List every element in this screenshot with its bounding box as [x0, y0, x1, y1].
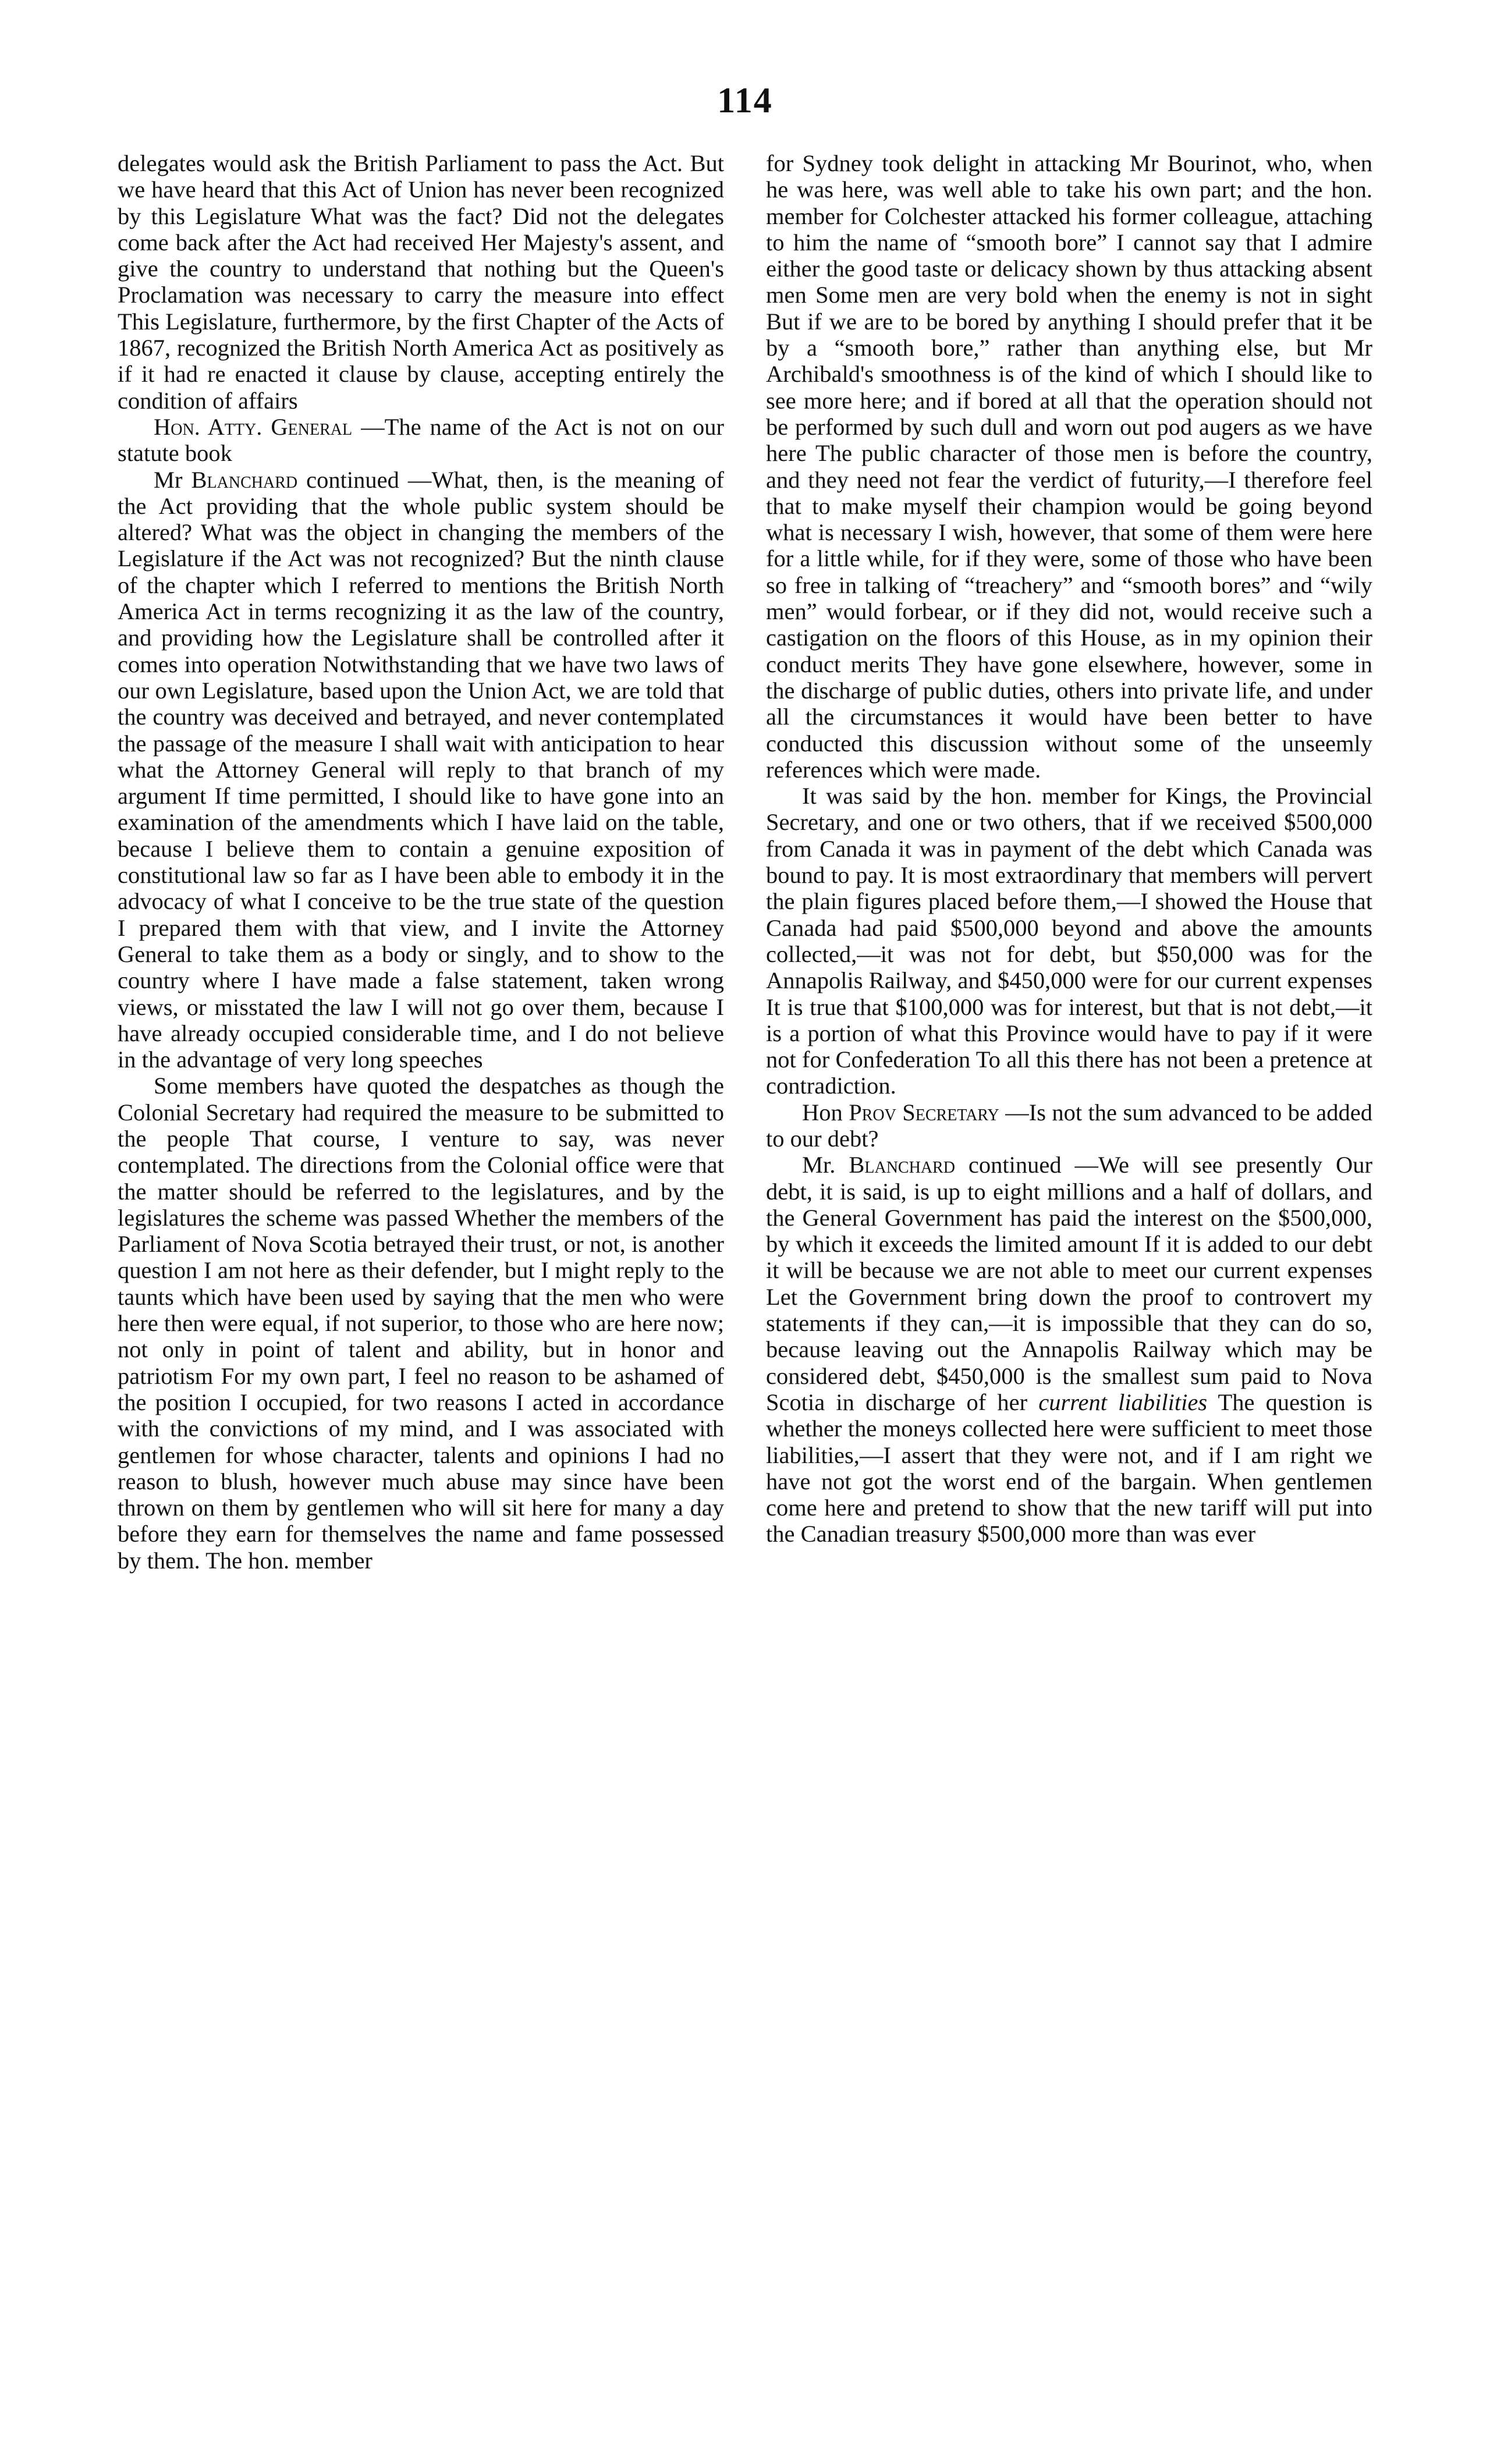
speaker-title: Hon	[802, 1099, 849, 1126]
speaker-title: Mr	[154, 466, 191, 493]
paragraph: for Sydney took delight in attacking Mr Bourinot, who, when he was here, was well able to take his own part; and the hon. member for Colchester attacked his former colleague, attaching to him the name of “smooth bore” I cannot say that I admire either the good taste or delicacy shown by thus attacking absent men Some men are very bold when the enemy is not in sight But if we are to be bored by anything I should prefer that it be by a “smooth bore,” rather than anything else, but Mr Archibald's smoothness is of the kind of which I should like to see more here; and if bored at all that the operation should not be performed by such dull and worn out pod augers as we have here The public character of those men is before the country, and they need not fear the verdict of futurity,—I therefore feel that to make myself their champion would be going beyond what is necessary I wish, however, that some of them were here for a little while, for if they were, some of those who have been so free in talking of “treachery” and “smooth bores” and “wily men” would forbear, or if they did not, would receive such a castigation on the floors of this House, as in my opinion their conduct merits They have gone elsewhere, however, some in the discharge of public duties, others into private life, and under all the circumstances it would have been better to have conducted this discussion without some of the unseemly references which were made.	[766, 150, 1372, 783]
speech-text: continued —What, then, is the meaning of the Act providing that the whole public system should be altered? What was the object in changing the members of the Legislature if the Act was not recognized? But the ninth clause of the chapter which I referred to mentions the British North America Act in terms recognizing it as the law of the country, and providing how the Legislature shall be controlled after it comes into operation Notwithstanding that we have two laws of our own Legislature, based upon the Union Act, we are told that the country was deceived and betrayed, and never contemplated the passage of the measure I shall wait with anticipation to hear what the Attorney General will reply to that branch of my argument If time permitted, I should like to have gone into an examination of the amendments which I have laid on the table, because I believe them to contain a genuine exposition of constitutional law so far as I have been able to embody it in the advocacy of what I conceive to be the true state of the question I prepared them with that view, and I invite the Attorney General to take them as a body or singly, and to show to the country where I have made a false statement, taken wrong views, or misstated the law I will not go over them, because I have already occupied considerable time, and I do not believe in the advantage of very long speeches	[118, 466, 724, 1073]
speech-text: continued —We will see presently Our debt, it is said, is up to eight millions and a half of dollars, and the General Government has paid the interest on the $500,000, by which it exceeds the limited amount If it is added to our debt it will be because we are not able to meet our current expenses Let the Government bring down the proof to controvert my statements if they can,—it is impossible that they can do so, because leaving out the Annapolis Railway which may be considered debt, $450,000 is the smallest sum paid to Nova Scotia in discharge of her	[766, 1152, 1373, 1415]
speech-text: The question is whether the moneys collected here were sufficient to meet those liabilities,—I assert that they were not, and if I am right we have not got the worst end of the bargain. When gentlemen come here and pretend to show that the new tariff will put into the Canadian treasury $500,000 more than was ever	[766, 1389, 1372, 1547]
speech-text: —Is not the sum advanced to be added to our debt?	[766, 1099, 1373, 1152]
speaker-name: Prov Secretary	[849, 1099, 999, 1126]
paragraph: It was said by the hon. member for Kings, the Provincial Secretary, and one or two others, that if we received $500,000 from Canada it was in payment of the debt which Canada was bound to pay. It is most extraordinary that members will pervert the plain figures placed before them,—I showed the House that Canada had paid $500,000 beyond and above the amounts collected,—it was not for debt, but $50,000 was for the Annapolis Railway, and $450,000 were for our current expenses It is true that $100,000 was for interest, but that is not debt,—it is a portion of what this Province would have to pay if it were not for Confederation To all this there has not been a pretence at contradiction.	[766, 783, 1372, 1099]
speaker-name: Blanchard	[849, 1152, 955, 1178]
speaker-name: Blanchard	[191, 466, 298, 493]
paragraph	[766, 1099, 1372, 1152]
left-column	[118, 150, 724, 1574]
speaker-title: Mr.	[802, 1152, 849, 1178]
paragraph: Some members have quoted the despatches as though the Colonial Secretary had required the measure to be submitted to the people That course, I venture to say, was never contemplated. The directions from the Colonial office were that the matter should be referred to the legislatures, and by the legislatures the scheme was passed Whether the members of the Parliament of Nova Scotia betrayed their trust, or not, is another question I am not here as their defender, but I might reply to the taunts which have been used by saying that the men who were here then were equal, if not superior, to those who are here now; not only in point of talent and ability, but in honor and patriotism For my own part, I feel no reason to be ashamed of the position I occupied, for two reasons I acted in accordance with the convictions of my mind, and I was associated with gentlemen for whose character, talents and opinions I had no reason to blush, however much abuse may since have been thrown on them by gentlemen who will sit here for many a day before they earn for themselves the name and fame possessed by them. The hon. member	[118, 1073, 725, 1574]
speech-text: —The name of the Act is not on our statute book	[118, 413, 724, 467]
speaker-name: Hon. Atty. General	[154, 413, 353, 440]
paragraph	[118, 414, 724, 467]
paragraph: delegates would ask the British Parliament to pass the Act. But we have heard that this Act of Union has never been recognized by this Legislature What was the fact? Did not the delegates come back after the Act had received Her Majesty's assent, and give the country to understand that nothing but the Queen's Proclamation was necessary to carry the measure into effect This Legislature, furthermore, by the first Chapter of the Acts of 1867, recognized the British North America Act as positively as if it had re enacted it clause by clause, accepting entirely the condition of affairs	[118, 150, 724, 414]
right-column	[766, 150, 1372, 1547]
paragraph	[766, 1152, 1372, 1547]
page-number: 114	[717, 81, 773, 120]
paragraph	[118, 467, 724, 1073]
italic-phrase: current liabilities	[1038, 1389, 1208, 1415]
